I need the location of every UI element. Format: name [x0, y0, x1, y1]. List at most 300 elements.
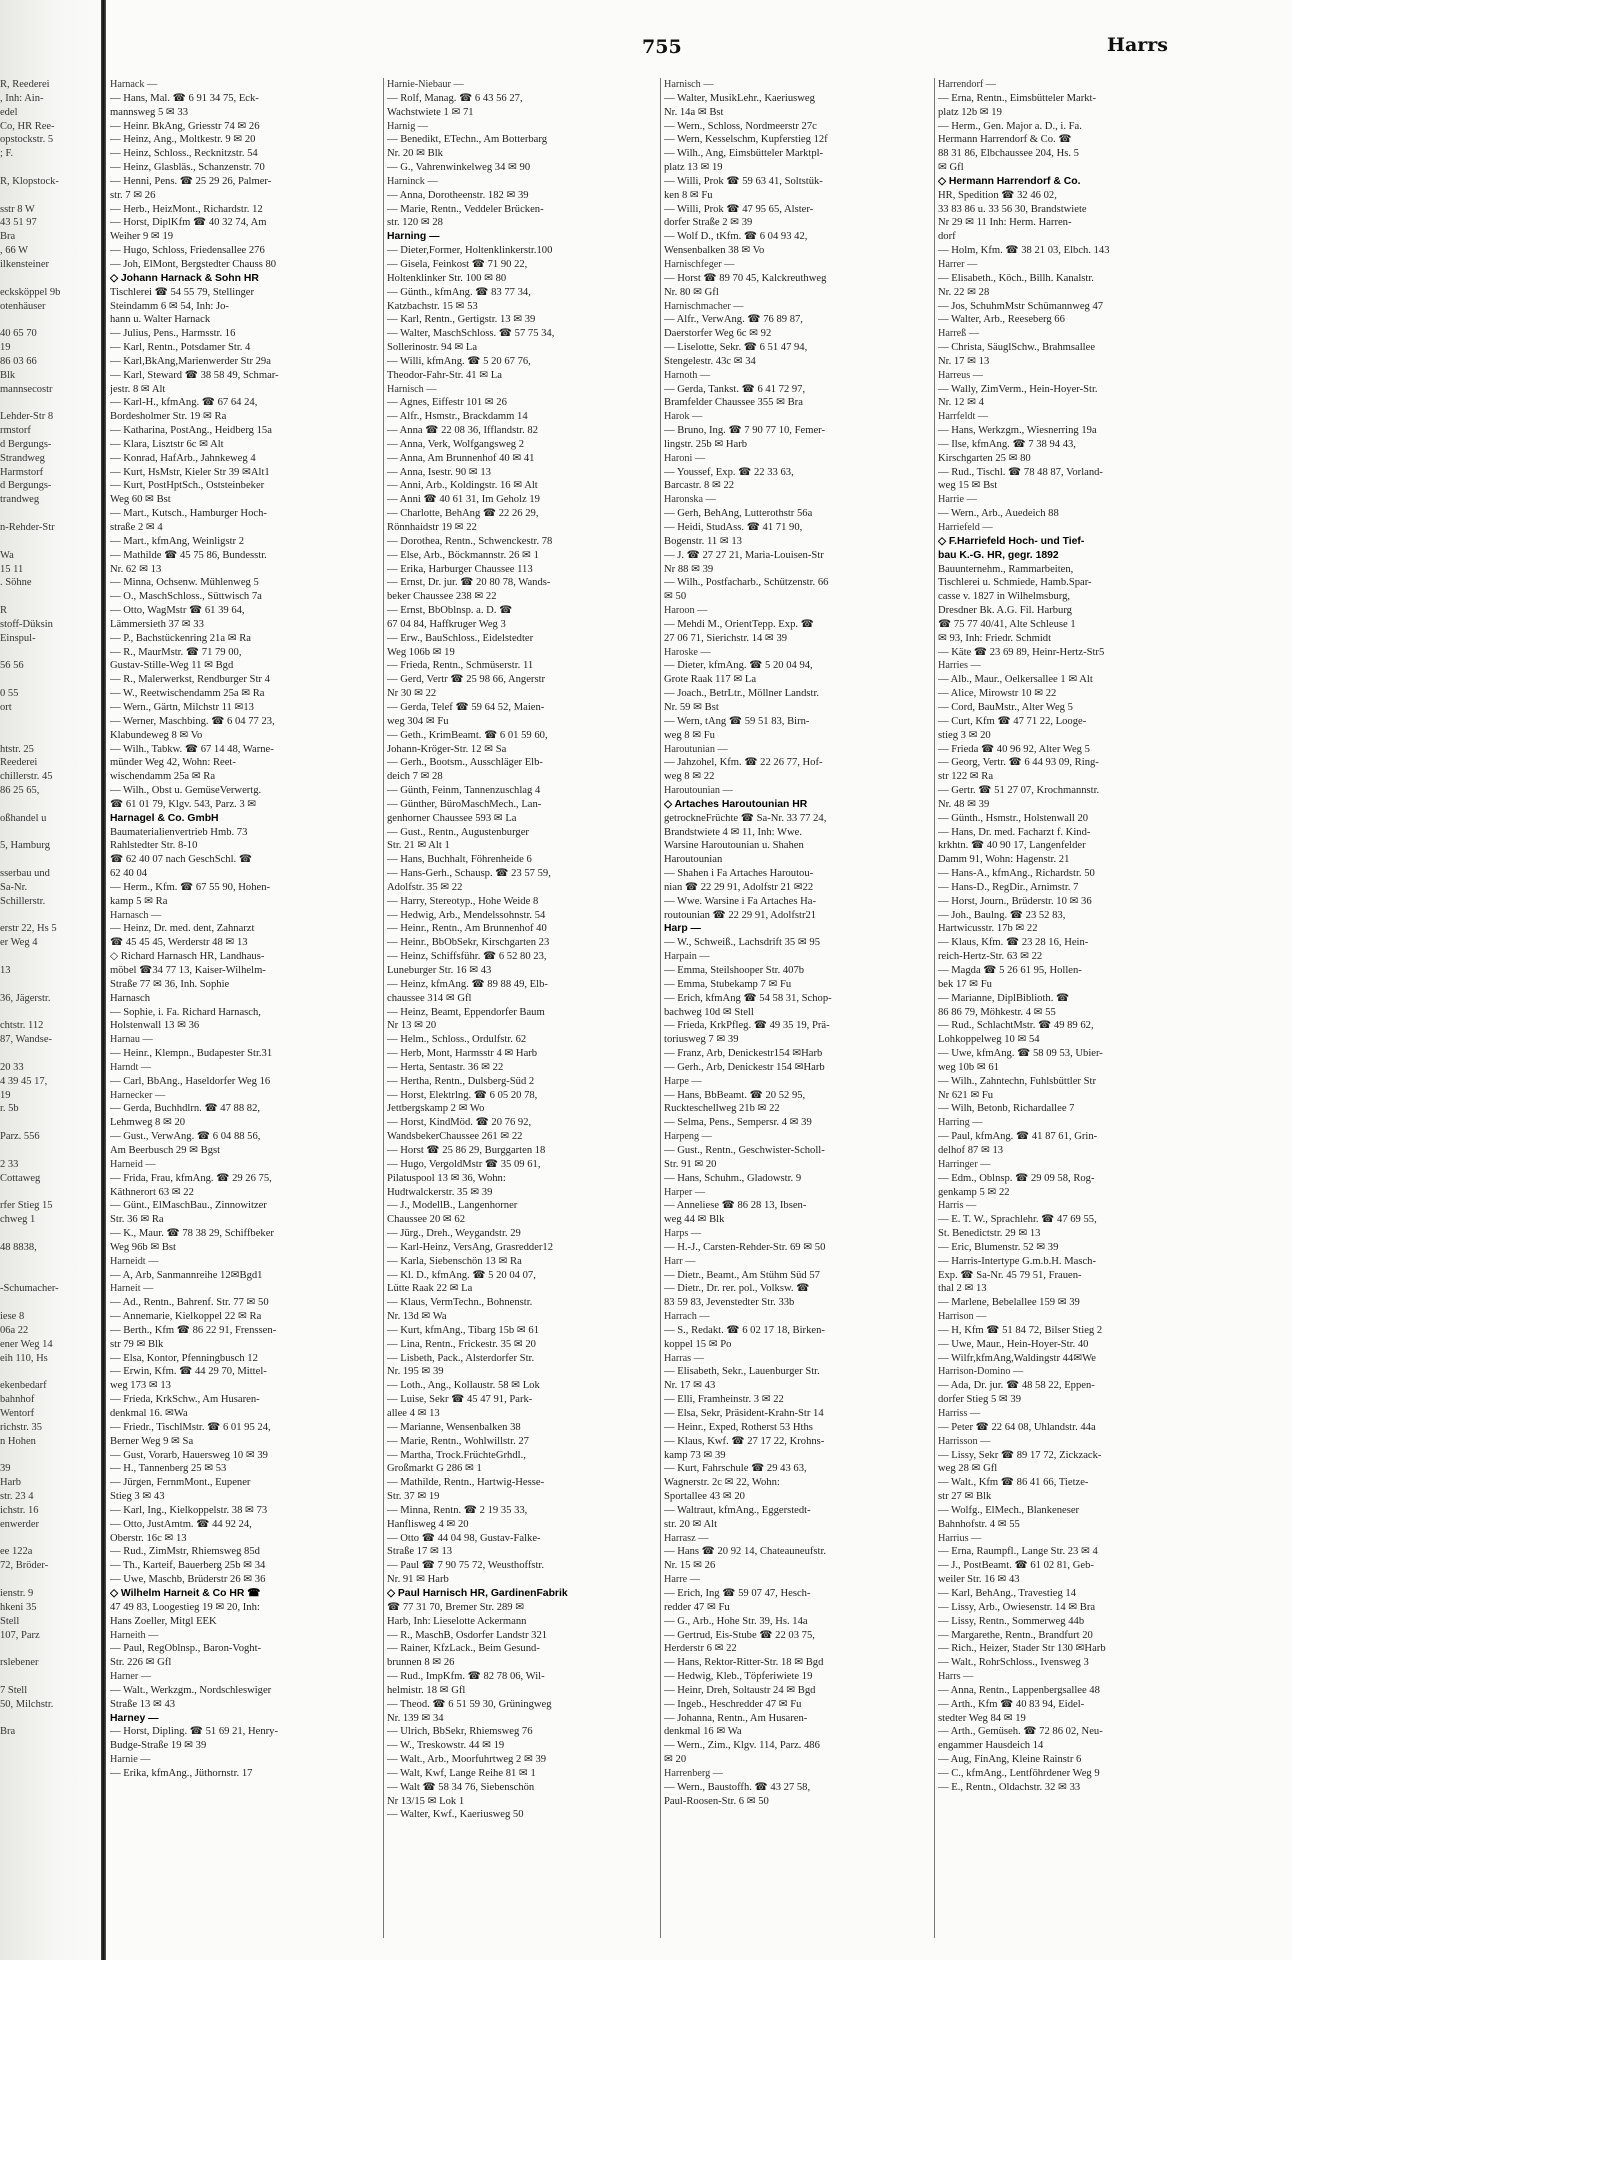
directory-entry: — H., Tannenberg 25 ✉ 53 [110, 1463, 227, 1475]
directory-entry: routounian ☎ 22 29 91, Adolfstr21 [664, 909, 817, 921]
margin-fragment: trandweg [0, 494, 40, 506]
directory-entry: — Helm., Schloss., Ordulfstr. 62 [387, 1034, 527, 1046]
directory-entry: — Herm., Kfm. ☎ 67 55 90, Hohen- [110, 881, 271, 893]
directory-entry: münder Weg 42, Wohn: Reet- [110, 757, 236, 769]
directory-entry: — R., MaurMstr. ☎ 71 79 00, [110, 646, 242, 658]
margin-fragment: Wa [0, 549, 14, 561]
margin-fragment: Stell [0, 1615, 20, 1627]
surname-heading: Harnecker — [110, 1089, 166, 1101]
directory-entry: Nr 29 ✉ 11 Inh: Herm. Harren- [938, 217, 1072, 229]
directory-entry: str 27 ✉ Blk [938, 1491, 992, 1503]
directory-entry: — Herb., HeizMont., Richardstr. 12 [110, 203, 263, 215]
directory-entry: ✉ Gfl [938, 162, 964, 174]
directory-entry: Bogenstr. 11 ✉ 13 [664, 535, 742, 547]
directory-entry: Stengelestr. 43c ✉ 34 [664, 355, 756, 367]
surname-heading: Harpeng — [664, 1131, 712, 1143]
surname-heading: Haroon — [664, 605, 708, 617]
directory-entry: — Karl, Ing., Kielkoppelstr. 38 ✉ 73 [110, 1504, 268, 1516]
directory-entry: ☎ 61 01 79, Klgv. 543, Parz. 3 ✉ [110, 798, 257, 810]
surname-heading: Harnischfeger — [664, 258, 735, 270]
directory-entry: — Walter, MusikLehr., Kaeriusweg [664, 92, 815, 104]
directory-entry: Holstenwall 13 ✉ 36 [110, 1020, 200, 1032]
directory-entry: — Hans, Dr. med. Facharzt f. Kind- [938, 826, 1091, 838]
directory-entry: — Gerda, Buchhdlrn. ☎ 47 88 82, [110, 1103, 261, 1115]
directory-entry: — Rud., ZimMstr, Rhiemsweg 85d [110, 1546, 260, 1558]
margin-fragment: 39 [0, 1463, 11, 1475]
directory-entry: — Bruno, Ing. ☎ 7 90 77 10, Femer- [664, 425, 825, 437]
directory-entry: dorfer Straße 2 ✉ 39 [664, 217, 753, 229]
directory-entry: — Horst, DiplKfm ☎ 40 32 74, Am [110, 217, 267, 229]
directory-entry: — Klaus, VermTechn., Bohnenstr. [387, 1297, 533, 1309]
directory-entry: — Marianne, Wensenbalken 38 [387, 1421, 521, 1433]
directory-entry: Daerstorfer Weg 6c ✉ 92 [664, 328, 772, 340]
directory-entry: HR, Spedition ☎ 32 46 02, [938, 189, 1057, 201]
directory-entry: Bordesholmer Str. 19 ✉ Ra [110, 411, 227, 423]
margin-fragment: 86 03 66 [0, 355, 37, 367]
margin-fragment [0, 1449, 98, 1463]
margin-fragment: ee 122a [0, 1546, 33, 1558]
margin-fragment: 20 33 [0, 1061, 24, 1073]
surname-heading: Harrie — [938, 494, 977, 506]
directory-entry: — Uwe, kfmAng. ☎ 58 09 53, Ubier- [938, 1048, 1103, 1060]
surname-heading: Haroske — [664, 646, 711, 658]
surname-heading: Harnig — [387, 120, 429, 132]
directory-entry: wischendamm 25a ✉ Ra [110, 771, 216, 783]
directory-entry: — Joh., Baulng. ☎ 23 52 83, [938, 909, 1066, 921]
directory-entry: denkmal 16. ✉Wa [110, 1408, 188, 1419]
surname-heading: Harneid — [110, 1158, 156, 1170]
margin-fragment [0, 507, 98, 521]
surname-heading: Harnie-Niebaur — [387, 79, 464, 90]
directory-entry: — G., Vahrenwinkelweg 34 ✉ 90 [387, 162, 531, 174]
directory-entry: — Peter ☎ 22 64 08, Uhlandstr. 44a [938, 1421, 1096, 1433]
margin-fragment [0, 396, 98, 410]
directory-entry: — Willi, Prok ☎ 47 95 65, Alster- [664, 203, 814, 215]
surname-heading: Haroutunian — [664, 743, 728, 755]
directory-column-3 [664, 78, 936, 1948]
directory-entry: — Erna, Raumpfl., Lange Str. 23 ✉ 4 [938, 1546, 1098, 1558]
surname-heading: Harringer — [938, 1158, 991, 1170]
directory-entry: Sollerinostr. 94 ✉ La [387, 342, 478, 354]
directory-entry: — Heinz, Schiffsführ. ☎ 6 52 80 23, [387, 951, 547, 963]
firm-entry: ◇ F.Harriefeld Hoch- und Tief- [938, 535, 1085, 547]
directory-entry: genhorner Chaussee 593 ✉ La [387, 812, 517, 824]
directory-entry: Wensenbalken 38 ✉ Vo [664, 245, 765, 257]
running-head: Harrs [1107, 34, 1168, 56]
directory-entry: — Anna, Rentn., Lappenbergsallee 48 [938, 1684, 1100, 1696]
directory-entry: — Martha, Trock.FrüchteGrhdl., [387, 1449, 526, 1461]
directory-entry: — Frieda, KrkSchw., Am Husaren- [110, 1394, 260, 1406]
directory-entry: — Hans, Mal. ☎ 6 91 34 75, Eck- [110, 92, 259, 104]
margin-fragment: er Weg 4 [0, 937, 38, 949]
directory-entry: weg 44 ✉ Blk [664, 1214, 725, 1226]
directory-entry: — Karla, Siebenschön 13 ✉ Ra [387, 1255, 522, 1267]
directory-entry: — Th., Karteif, Bauerberg 25b ✉ 34 [110, 1560, 266, 1572]
directory-entry: Oberstr. 16c ✉ 13 [110, 1532, 187, 1544]
directory-entry: Tischlerei u. Schmiede, Hamb.Spar- [938, 577, 1092, 589]
directory-entry: kamp 5 ✉ Ra [110, 895, 168, 907]
margin-fragment: rmstorf [0, 425, 31, 437]
directory-entry: — Otto, JustAmtm. ☎ 44 92 24, [110, 1518, 252, 1530]
margin-fragment: Bra [0, 231, 16, 243]
margin-fragment [0, 978, 98, 992]
margin-fragment: 15 11 [0, 563, 24, 575]
directory-entry: — Heinr, Dreh, Soltaustr 24 ✉ Bgd [664, 1684, 816, 1696]
surname-heading: Harnack — [110, 79, 158, 90]
directory-entry: — Gerh., Bootsm., Ausschläger Elb- [387, 757, 543, 769]
directory-entry: 33 83 86 u. 33 56 30, Brandstwiete [938, 203, 1087, 215]
directory-entry: — Ernst, Dr. jur. ☎ 20 80 78, Wands- [387, 577, 551, 589]
surname-heading: Harring — [938, 1117, 983, 1129]
directory-entry: — Walt., Werkzgm., Nordschleswiger [110, 1684, 272, 1696]
directory-entry: — Marie, Rentn., Veddeler Brücken- [387, 203, 544, 215]
directory-entry: bachweg 10d ✉ Stell [664, 1006, 754, 1018]
directory-entry: Lehmweg 8 ✉ 20 [110, 1117, 186, 1129]
surname-heading: Harninck — [387, 175, 438, 187]
surname-heading: Harper — [664, 1186, 706, 1198]
directory-entry: — Gust, Vorarb, Hauersweg 10 ✉ 39 [110, 1449, 268, 1461]
directory-entry: Str. 36 ✉ Ra [110, 1214, 164, 1226]
directory-entry: — Hans-Gerh., Schausp. ☎ 23 57 59, [387, 868, 551, 880]
directory-entry: 47 49 83, Loogestieg 19 ✉ 20, Inh: [110, 1601, 260, 1613]
margin-fragment: 2 33 [0, 1158, 19, 1170]
directory-entry: — Klaus, Kfm. ☎ 23 28 16, Hein- [938, 937, 1089, 949]
directory-entry: — Günth., kfmAng. ☎ 83 77 34, [387, 286, 531, 298]
directory-entry: — Kurt, Fahrschule ☎ 29 43 63, [664, 1463, 807, 1475]
directory-entry: — Minna, Rentn. ☎ 2 19 35 33, [387, 1504, 528, 1516]
directory-entry: — Lina, Rentn., Frickestr. 35 ✉ 20 [387, 1338, 536, 1350]
directory-entry: — Wern., Schloss, Nordmeerstr 27c [664, 120, 817, 132]
directory-entry: — Georg, Vertr. ☎ 6 44 93 09, Ring- [938, 757, 1099, 769]
surname-heading: Harok — [664, 411, 703, 423]
surname-heading: Harndt — [110, 1061, 152, 1073]
directory-entry: — Heinz, Schloss., Recknitzstr. 54 [110, 148, 258, 160]
directory-entry: Kirschgarten 25 ✉ 80 [938, 452, 1031, 464]
margin-fragment: stoff-Düksin [0, 618, 53, 630]
directory-entry: — Ingeb., Heschredder 47 ✉ Fu [664, 1698, 802, 1710]
directory-entry: denkmal 16 ✉ Wa [664, 1726, 742, 1738]
directory-entry: Lütte Raak 22 ✉ La [387, 1283, 473, 1295]
directory-entry: — Werner, Maschbing. ☎ 6 04 77 23, [110, 715, 275, 727]
margin-fragment [0, 1269, 98, 1283]
directory-entry: — Alfr., VerwAng. ☎ 76 89 87, [664, 314, 803, 326]
directory-entry: allee 4 ✉ 13 [387, 1408, 440, 1419]
surname-heading: Harrius — [938, 1532, 982, 1544]
directory-entry: — H, Kfm ☎ 51 84 72, Bilser Stieg 2 [938, 1324, 1103, 1336]
margin-fragment [0, 853, 98, 867]
directory-entry: Nr 13/15 ✉ Lok 1 [387, 1795, 465, 1807]
directory-entry: Exp. ☎ Sa-Nr. 45 79 51, Frauen- [938, 1269, 1082, 1281]
directory-entry: — Wally, ZimVerm., Hein-Hoyer-Str. [938, 383, 1098, 395]
directory-entry: — Rolf, Manag. ☎ 6 43 56 27, [387, 92, 523, 104]
directory-entry: — Sophie, i. Fa. Richard Harnasch, [110, 1006, 261, 1018]
directory-entry: Hermann Harrendorf & Co. ☎ [938, 134, 1072, 146]
directory-entry: Nr. 62 ✉ 13 [110, 563, 162, 575]
surname-heading: Harre — [664, 1574, 700, 1586]
directory-entry: — Curt, Kfm ☎ 47 71 22, Looge- [938, 715, 1087, 727]
directory-entry: ☎ 62 40 07 nach GeschSchl. ☎ [110, 854, 253, 866]
directory-entry: — J., PostBeamt. ☎ 61 02 81, Geb- [938, 1560, 1094, 1572]
directory-entry: — Katharina, PostAng., Heidberg 15a [110, 425, 272, 437]
directory-entry: — Wern., Gärtn, Milchstr 11 ✉13 [110, 701, 254, 713]
directory-entry: — Magda ☎ 5 26 61 95, Hollen- [938, 965, 1082, 976]
directory-entry: St. Benedictstr. 29 ✉ 13 [938, 1228, 1041, 1240]
margin-fragment [0, 1144, 98, 1158]
directory-entry: 67 04 84, Haffkruger Weg 3 [387, 618, 506, 630]
directory-entry: Jettbergskamp 2 ✉ Wo [387, 1103, 485, 1115]
directory-entry: — Wern., Arb., Auedeich 88 [938, 508, 1059, 520]
margin-fragment [0, 1006, 98, 1020]
directory-entry: hann u. Walter Harnack [110, 314, 211, 326]
directory-entry: — K., Maur. ☎ 78 38 29, Schiffbeker [110, 1228, 274, 1240]
margin-fragment: ekenbedarf [0, 1380, 47, 1392]
margin-fragment [0, 1186, 98, 1200]
surname-heading: Harrisson — [938, 1435, 991, 1447]
directory-entry: — E., Rentn., Oldachstr. 32 ✉ 33 [938, 1781, 1081, 1793]
directory-entry: — Cord, BauMstr., Alter Weg 5 [938, 701, 1073, 713]
surname-heading: Harpain — [664, 951, 710, 963]
margin-fragment: 5, Hamburg [0, 840, 50, 852]
directory-entry: — Agnes, Eiffestr 101 ✉ 26 [387, 397, 507, 409]
directory-entry: Stieg 3 ✉ 43 [110, 1491, 165, 1503]
directory-entry: redder 47 ✉ Fu [664, 1601, 730, 1613]
directory-entry: — Franz, Arb, Denickestr154 ✉Harb [664, 1048, 823, 1060]
directory-entry: — Herm., Gen. Major a. D., i. Fa. [938, 120, 1082, 132]
margin-fragment: Schillerstr. [0, 895, 46, 907]
directory-entry: Str. 91 ✉ 20 [664, 1158, 717, 1170]
directory-entry: Pilatuspool 13 ✉ 36, Wohn: [387, 1172, 506, 1184]
directory-entry: — Jürgen, FernmMont., Eupener [110, 1477, 251, 1489]
surname-heading: Harrison — [938, 1311, 987, 1323]
page-gutter [101, 0, 106, 1960]
directory-entry: — O., MaschSchloss., Süttwisch 7a [110, 591, 262, 603]
margin-fragment: R, Reederei [0, 79, 50, 90]
directory-entry: nian ☎ 22 29 91, Adolfstr 21 ✉22 [664, 881, 814, 893]
directory-entry: — Shahen i Fa Artaches Haroutou- [664, 868, 814, 880]
margin-fragment: enwerder [0, 1518, 40, 1530]
margin-fragment [0, 1573, 98, 1587]
directory-entry: — Elisabeth, Sekr., Lauenburger Str. [664, 1366, 820, 1378]
directory-entry: — Jahzohel, Kfm. ☎ 22 26 77, Hof- [664, 757, 823, 769]
directory-entry: — Uwe, Maschb, Brüderstr 26 ✉ 36 [110, 1574, 266, 1586]
margin-fragment [0, 313, 98, 327]
margin-fragment: 19 [0, 1089, 11, 1101]
directory-entry: — Harry, Stereotyp., Hohe Weide 8 [387, 895, 539, 907]
directory-entry: — Jos, SchuhmMstr Schümannweg 47 [938, 300, 1104, 312]
margin-fragment: str. 23 4 [0, 1491, 34, 1503]
directory-entry: — Anni, Arb., Koldingstr. 16 ✉ Alt [387, 480, 538, 492]
margin-fragment: ort [0, 701, 12, 713]
directory-entry: möbel ☎34 77 13, Kaiser-Wilhelm- [110, 965, 266, 976]
directory-entry: dorfer Stieg 5 ✉ 39 [938, 1394, 1022, 1406]
margin-fragment: , Inh: Ain- [0, 92, 44, 104]
directory-entry: mannsweg 5 ✉ 33 [110, 106, 189, 118]
directory-entry: Nr. 48 ✉ 39 [938, 798, 990, 810]
directory-entry: helmistr. 18 ✉ Gfl [387, 1684, 466, 1696]
directory-entry: thal 2 ✉ 13 [938, 1283, 987, 1295]
directory-entry: — Liselotte, Sekr. ☎ 6 51 47 94, [664, 342, 808, 354]
margin-fragment [0, 535, 98, 549]
margin-fragment: opstockstr. 5 [0, 134, 54, 146]
surname-heading: Harnau — [110, 1034, 153, 1046]
directory-entry: — Arth., Kfm ☎ 40 83 94, Eidel- [938, 1698, 1085, 1710]
directory-entry: — Minna, Ochsenw. Mühlenweg 5 [110, 577, 259, 589]
directory-entry: — Paul, RegOblnsp., Baron-Voght- [110, 1643, 262, 1655]
directory-entry: — W., Reetwischendamm 25a ✉ Ra [110, 688, 265, 700]
directory-entry: Weg 60 ✉ Bst [110, 494, 171, 506]
margin-fragment [0, 1116, 98, 1130]
directory-entry: Am Beerbusch 29 ✉ Bgst [110, 1144, 221, 1156]
directory-entry: — Charlotte, BehAng ☎ 22 26 29, [387, 508, 539, 520]
directory-entry: — Elsa, Kontor, Pfenningbusch 12 [110, 1352, 258, 1364]
directory-entry: — Dieter,Former, Holtenklinkerstr.100 [387, 245, 553, 257]
directory-entry: — Wern, tAng ☎ 59 51 83, Birn- [664, 715, 810, 727]
directory-entry: — Hans, Buchhalt, Föhrenheide 6 [387, 854, 532, 866]
margin-fragment: eih 110, Hs [0, 1352, 48, 1364]
margin-fragment [0, 272, 98, 286]
margin-fragment: 06a 22 [0, 1324, 29, 1336]
directory-entry: — Willi, kfmAng. ☎ 5 20 67 76, [387, 355, 531, 367]
margin-fragment: ichstr. 16 [0, 1504, 39, 1516]
directory-entry: — J. ☎ 27 27 21, Maria-Louisen-Str [664, 549, 824, 561]
margin-fragment: Blk [0, 369, 16, 381]
margin-fragment [0, 590, 98, 604]
directory-entry: — Hertha, Rentn., Dulsberg-Süd 2 [387, 1075, 535, 1087]
directory-entry: Grote Raak 117 ✉ La [664, 674, 757, 686]
margin-fragment: oßhandel u [0, 812, 47, 824]
surname-heading: Haronska — [664, 494, 716, 506]
directory-entry: — Hans, Schuhm., Gladowstr. 9 [664, 1172, 802, 1184]
directory-entry: — Wolf D., tKfm. ☎ 6 04 93 42, [664, 231, 808, 243]
margin-fragment [0, 909, 98, 923]
margin-fragment [0, 729, 98, 743]
directory-entry: — Wern., Baustoffh. ☎ 43 27 58, [664, 1781, 811, 1793]
directory-entry: — Hans-D., RegDir., Arnimstr. 7 [938, 881, 1079, 893]
directory-entry: kamp 73 ✉ 39 [664, 1449, 726, 1461]
directory-entry: str 122 ✉ Ra [938, 771, 994, 783]
directory-entry: — Marie, Rentn., Wohlwillstr. 27 [387, 1435, 529, 1447]
directory-entry: engammer Hausdeich 14 [938, 1740, 1044, 1752]
directory-entry: Bramfelder Chaussee 355 ✉ Bra [664, 397, 803, 409]
directory-entry: Nr 30 ✉ 22 [387, 688, 437, 700]
directory-entry: — Wilh., Obst u. GemüseVerwertg. [110, 785, 262, 797]
directory-entry: toriusweg 7 ✉ 39 [664, 1034, 739, 1046]
directory-entry: — Gerda, Tankst. ☎ 6 41 72 97, [664, 383, 806, 395]
directory-entry: Adolfstr. 35 ✉ 22 [387, 881, 463, 893]
directory-entry: — Waltraut, kfmAng., Eggerstedt- [664, 1504, 811, 1516]
margin-fragment: mannsecostr [0, 383, 53, 395]
directory-entry: — J., ModellB., Langenhorner [387, 1200, 518, 1212]
directory-entry: WandsbekerChaussee 261 ✉ 22 [387, 1131, 523, 1143]
directory-entry: — Selma, Pens., Sempersr. 4 ✉ 39 [664, 1117, 812, 1129]
directory-entry: 27 06 71, Sierichstr. 14 ✉ 39 [664, 632, 788, 644]
margin-fragment [0, 1642, 98, 1656]
directory-entry: — Hedwig, Arb., Mendelssohnstr. 54 [387, 909, 546, 921]
directory-entry: — Wilh., Tabkw. ☎ 67 14 48, Warne- [110, 743, 274, 755]
directory-entry: weg 28 ✉ Gfl [938, 1463, 998, 1475]
surname-heading: Harpe — [664, 1075, 702, 1087]
directory-entry: weg 15 ✉ Bst [938, 480, 998, 492]
surname-heading: Harneidt — [110, 1255, 159, 1267]
directory-entry: casse v. 1827 in Wilhelmsburg, [938, 591, 1071, 603]
directory-entry: — Klara, Lisztstr 6c ✉ Alt [110, 438, 224, 450]
directory-entry: str. 20 ✉ Alt [664, 1518, 718, 1530]
directory-entry: — Erich, Ing ☎ 59 07 47, Hesch- [664, 1587, 811, 1599]
directory-entry: weg 8 ✉ 22 [664, 771, 715, 783]
directory-entry: — Rud., ImpKfm. ☎ 82 78 06, Wil- [387, 1671, 545, 1683]
directory-entry: Bauunternehm., Rammarbeiten, [938, 563, 1074, 575]
directory-entry: — Geth., KrimBeamt. ☎ 6 01 59 60, [387, 729, 548, 741]
surname-heading: Harnasch — [110, 909, 162, 921]
directory-entry: — Frida, Frau, kfmAng. ☎ 29 26 75, [110, 1172, 272, 1184]
directory-entry: Rahlstedter Str. 8-10 [110, 840, 198, 852]
directory-entry: — Gertr. ☎ 51 27 07, Krochmannstr. [938, 785, 1100, 797]
margin-fragment: 86 25 65, [0, 785, 40, 797]
directory-entry: — Hans, BbBeamt. ☎ 20 52 95, [664, 1089, 806, 1101]
directory-entry: Warsine Haroutounian u. Shahen [664, 840, 804, 852]
surname-heading: Harreus — [938, 369, 983, 381]
directory-entry: — Lissy, Sekr ☎ 89 17 72, Zickzack- [938, 1449, 1102, 1461]
directory-entry: Chaussee 20 ✉ 62 [387, 1214, 466, 1226]
margin-fragment: edel [0, 106, 18, 118]
directory-entry: — Eric, Blumenstr. 52 ✉ 39 [938, 1241, 1059, 1253]
directory-entry: Nr. 13d ✉ Wa [387, 1311, 447, 1323]
directory-entry: Ruckteschellweg 21b ✉ 22 [664, 1103, 780, 1115]
directory-entry: — Alb., Maur., Oelkersallee 1 ✉ Alt [938, 674, 1093, 686]
margin-fragment: Strandweg [0, 452, 45, 464]
directory-entry: — Walt, Kwf, Lange Reihe 81 ✉ 1 [387, 1767, 536, 1779]
directory-entry: Nr. 12 ✉ 4 [938, 397, 984, 409]
directory-entry: — Heinr., BbObSekr, Kirschgarten 23 [387, 937, 550, 949]
margin-fragment: 56 56 [0, 660, 24, 672]
margin-fragment: d Bergungs- [0, 480, 52, 492]
directory-entry: — Mathilde ☎ 45 75 86, Bundesstr. [110, 549, 267, 561]
directory-column-2 [387, 78, 659, 1948]
directory-entry: — Otto ☎ 44 04 98, Gustav-Falke- [387, 1532, 541, 1544]
column-rule [660, 78, 661, 1938]
directory-entry: Hans Zoeller, Mitgl EEK [110, 1615, 217, 1627]
directory-entry: — Wilfr,kfmAng,Waldingstr 44✉We [938, 1352, 1096, 1364]
directory-entry: — Heinz, Dr. med. dent, Zahnarzt [110, 923, 255, 935]
margin-fragment [0, 189, 98, 203]
directory-entry: — Gisela, Feinkost ☎ 71 90 22, [387, 258, 528, 270]
firm-entry: bau K.-G. HR, gegr. 1892 [938, 549, 1059, 561]
directory-entry: — Horst, Journ., Brüderstr. 10 ✉ 36 [938, 895, 1092, 907]
margin-fragment [0, 826, 98, 840]
directory-entry: — Erwin, Kfm. ☎ 44 29 70, Mittel- [110, 1366, 267, 1378]
firm-entry: Harp — [664, 923, 701, 935]
surname-heading: Harner — [110, 1671, 152, 1683]
directory-entry: Nr. 80 ✉ Gfl [664, 286, 719, 298]
directory-entry: — Gust., Rentn., Geschwister-Scholl- [664, 1144, 825, 1156]
directory-entry: — Joh, ElMont, Bergstedter Chauss 80 [110, 258, 277, 270]
directory-entry: Theodor-Fahr-Str. 41 ✉ La [387, 369, 502, 381]
surname-heading: Harps — [664, 1228, 702, 1240]
directory-entry: Straße 17 ✉ 13 [387, 1546, 453, 1558]
directory-entry: — Erna, Rentn., Eimsbütteler Markt- [938, 92, 1096, 104]
directory-entry: — Wwe. Warsine i Fa Artaches Ha- [664, 895, 817, 907]
directory-entry: Nr. 195 ✉ 39 [387, 1366, 444, 1378]
directory-entry: — Wilh., Ang, Eimsbütteler Marktpl- [664, 148, 824, 160]
directory-entry: dorf [938, 231, 956, 243]
directory-entry: deich 7 ✉ 28 [387, 771, 443, 783]
directory-entry: — Mart., kfmAng, Weinligstr 2 [110, 535, 245, 547]
margin-fragment: hkeni 35 [0, 1601, 37, 1613]
directory-entry: genkamp 5 ✉ 22 [938, 1186, 1010, 1198]
directory-entry: ken 8 ✉ Fu [664, 189, 713, 201]
directory-entry: ✉ 93, Inh: Friedr. Schmidt [938, 632, 1052, 644]
directory-entry: — Gerda, Telef ☎ 59 64 52, Maien- [387, 701, 545, 713]
